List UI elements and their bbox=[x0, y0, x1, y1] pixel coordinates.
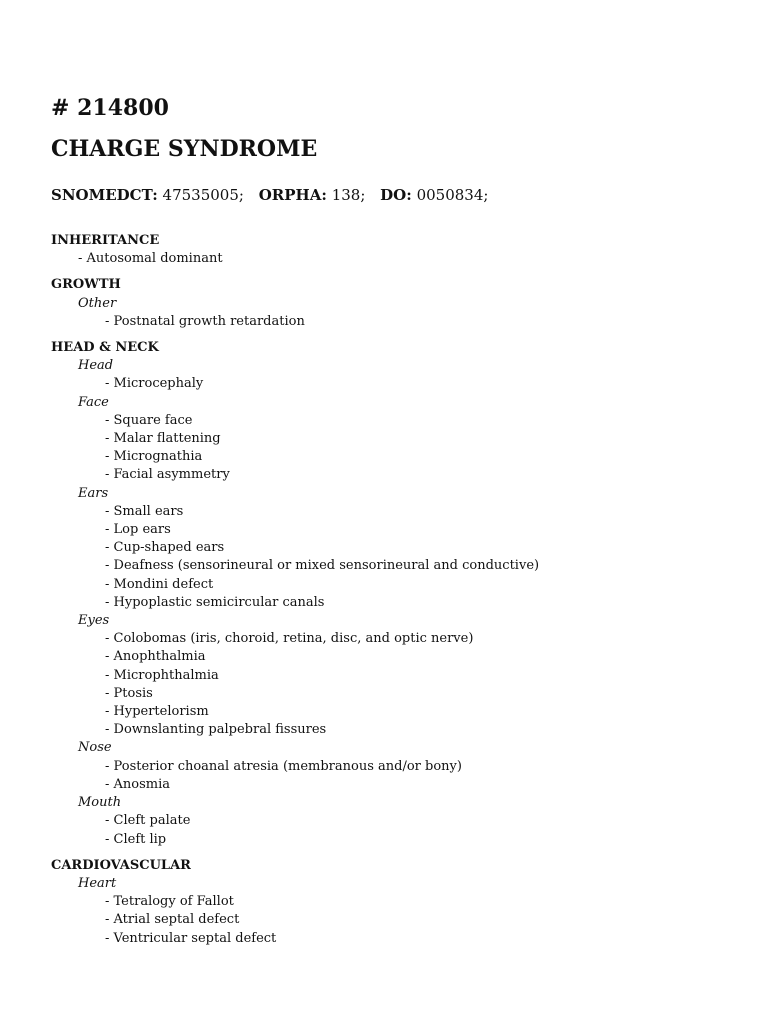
list-item: - Lop ears bbox=[105, 522, 171, 538]
code-value: 138; bbox=[331, 186, 366, 204]
record-title: CHARGE SYNDROME bbox=[51, 136, 318, 162]
code-label: ORPHA: bbox=[258, 186, 327, 204]
record-id: # 214800 bbox=[51, 95, 169, 121]
list-item: - Cup-shaped ears bbox=[105, 540, 225, 556]
list-item: - Facial asymmetry bbox=[105, 467, 230, 483]
list-item: - Microcephaly bbox=[105, 376, 204, 392]
list-item: - Cleft lip bbox=[105, 831, 167, 847]
code-value: 0050834; bbox=[416, 186, 489, 204]
section-title: CARDIOVASCULAR bbox=[51, 857, 191, 873]
subsection-title: Ears bbox=[78, 485, 109, 501]
list-item: - Hypoplastic semicircular canals bbox=[105, 594, 325, 610]
subsection-title: Mouth bbox=[78, 795, 122, 811]
list-item: - Ptosis bbox=[105, 685, 153, 701]
list-item: - Anosmia bbox=[105, 776, 171, 792]
list-item: - Atrial septal defect bbox=[105, 912, 240, 928]
section-title: INHERITANCE bbox=[51, 233, 160, 248]
code-do bbox=[380, 186, 488, 204]
section-title: HEAD & NECK bbox=[51, 340, 159, 356]
list-item: - Tetralogy of Fallot bbox=[105, 894, 234, 910]
list-item: - Small ears bbox=[105, 503, 184, 519]
subsection-title: Eyes bbox=[78, 613, 110, 629]
subsection-title: Head bbox=[78, 358, 114, 374]
code-value: 47535005; bbox=[162, 186, 244, 204]
code-orpha bbox=[259, 186, 366, 204]
code-label: DO: bbox=[380, 186, 412, 204]
list-item: - Square face bbox=[105, 412, 193, 428]
section bbox=[51, 276, 728, 331]
code-list bbox=[51, 185, 728, 205]
list-item: - Colobomas (iris, choroid, retina, disc, and optic nerve) bbox=[105, 631, 474, 647]
clinical-synopsis bbox=[51, 232, 728, 948]
section bbox=[51, 232, 728, 268]
list-item: - Autosomal dominant bbox=[78, 251, 223, 267]
list-item: - Mondini defect bbox=[105, 576, 214, 592]
list-item: - Microphthalmia bbox=[105, 667, 219, 683]
code-label: SNOMEDCT: bbox=[51, 186, 158, 204]
list-item: - Malar flattening bbox=[105, 431, 221, 447]
list-item: - Micrognathia bbox=[105, 449, 203, 465]
subsection-title: Nose bbox=[78, 740, 112, 756]
list-item: - Ventricular septal defect bbox=[105, 930, 277, 946]
list-item: - Cleft palate bbox=[105, 813, 191, 829]
section bbox=[51, 857, 728, 948]
list-item: - Deafness (sensorineural or mixed sensorineural and conductive) bbox=[105, 558, 540, 574]
list-item: - Anophthalmia bbox=[105, 649, 206, 665]
code-snomedct bbox=[51, 186, 244, 204]
section-title: GROWTH bbox=[51, 277, 121, 293]
list-item: - Postnatal growth retardation bbox=[105, 313, 305, 329]
subsection-title: Other bbox=[78, 295, 117, 311]
list-item: - Downslanting palpebral fissures bbox=[105, 722, 327, 738]
section bbox=[51, 339, 728, 849]
list-item: - Posterior choanal atresia (membranous and/or bony) bbox=[105, 758, 462, 774]
subsection-title: Heart bbox=[78, 875, 117, 891]
subsection-title: Face bbox=[78, 394, 109, 410]
list-item: - Hypertelorism bbox=[105, 704, 209, 720]
